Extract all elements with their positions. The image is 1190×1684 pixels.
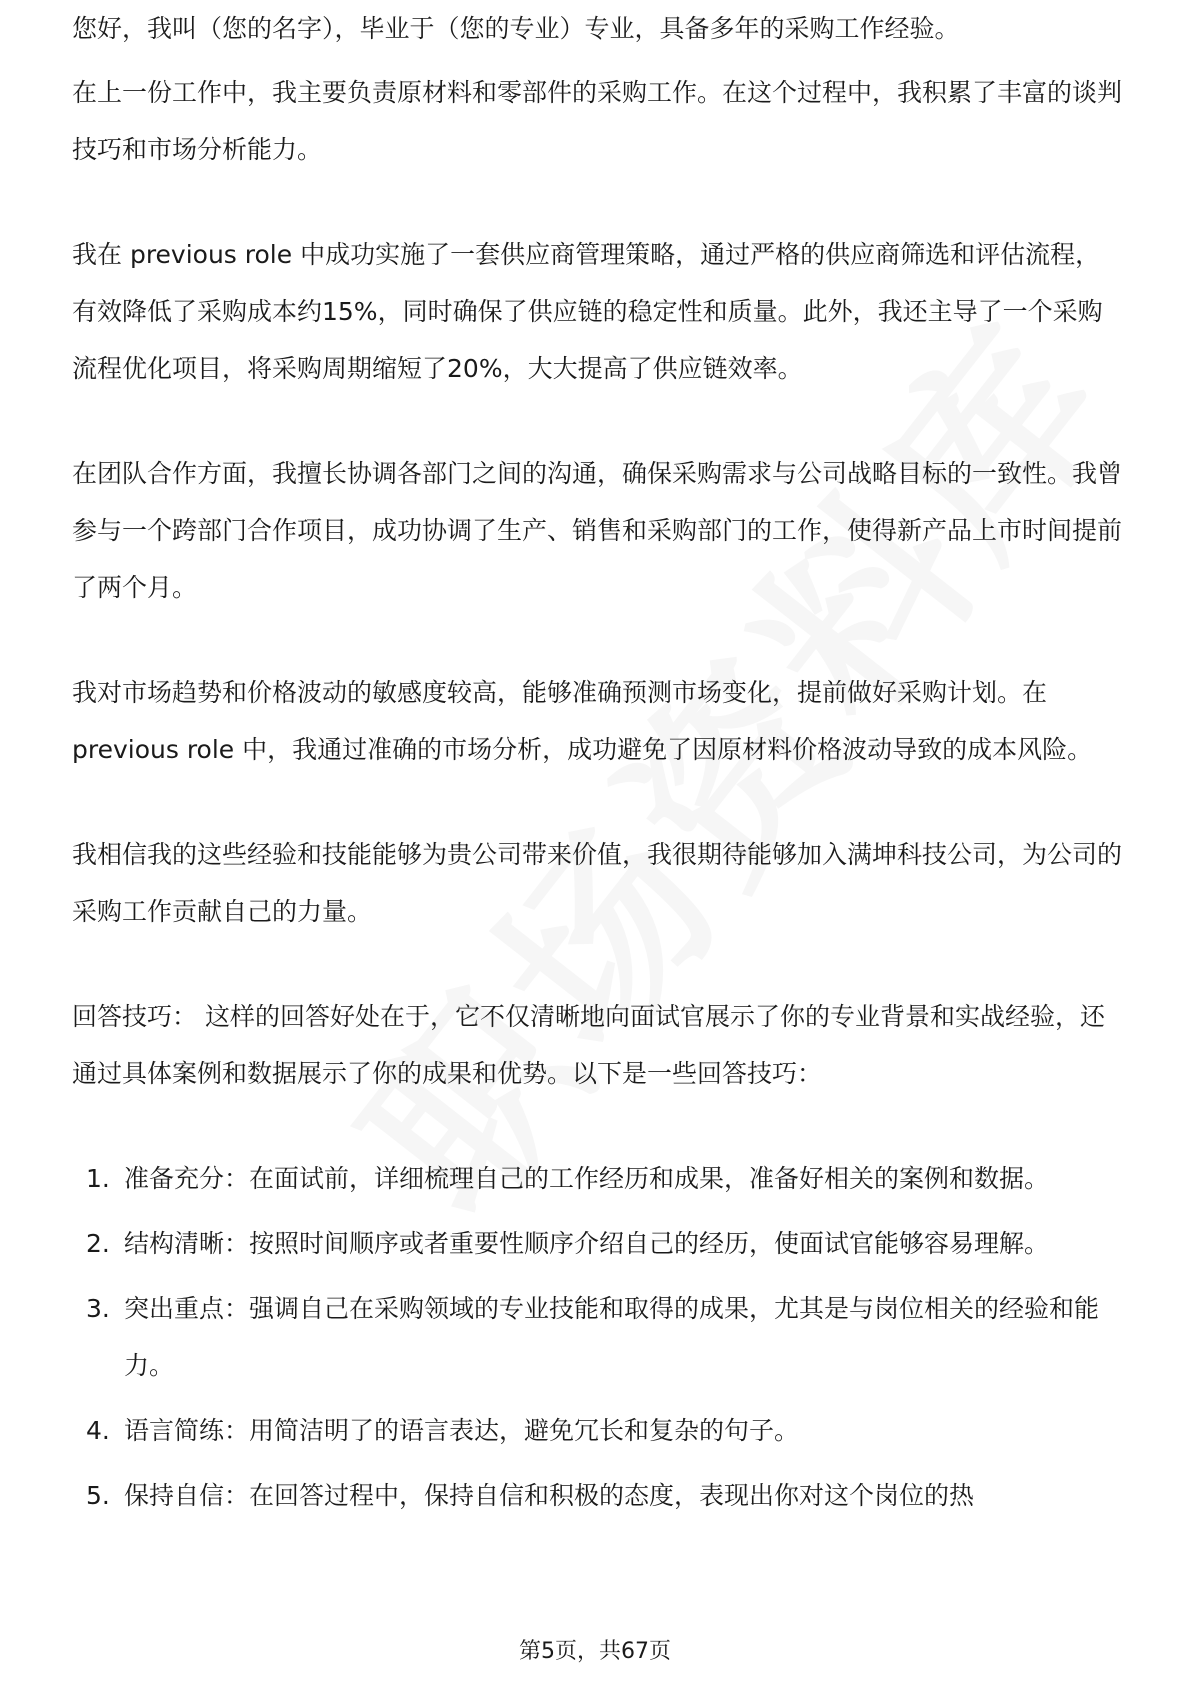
list-item [72,1280,1122,1394]
document-body [72,14,1122,1532]
cut-off-text: 您好，我叫（您的名字），毕业于（您的专业）专业，具备多年的采购工作经验。 [72,14,960,43]
list-item-text: 结构清晰：按照时间顺序或者重要性顺序介绍自己的经历，使面试官能够容易理解。 [124,1229,1050,1258]
list-number: 2. [86,1229,110,1258]
paragraph: 在团队合作方面，我擅长协调各部门之间的沟通，确保采购需求与公司战略目标的一致性。我曾参与一个跨部门合作项目，成功协调了生产、销售和采购部门的工作，使得新产品上市时间提前了两个月。 [72,459,1123,602]
answer-tips-intro: 回答技巧： 这样的回答好处在于，它不仅清晰地向面试官展示了你的专业背景和实战经验，还通过具体案例和数据展示了你的成果和优势。以下是一些回答技巧： [72,1002,1105,1088]
list-item [72,1150,1122,1207]
list-item-text: 突出重点：强调自己在采购领域的专业技能和取得的成果，尤其是与岗位相关的经验和能力。 [124,1294,1100,1380]
list-item-text: 准备充分：在面试前，详细梳理自己的工作经历和成果，准备好相关的案例和数据。 [124,1164,1050,1193]
paragraph: 在上一份工作中，我主要负责原材料和零部件的采购工作。在这个过程中，我积累了丰富的谈判技巧和市场分析能力。 [72,78,1123,164]
paragraph: 我相信我的这些经验和技能能够为贵公司带来价值，我很期待能够加入满坤科技公司，为公司的采购工作贡献自己的力量。 [72,840,1123,926]
list-number: 1. [86,1164,110,1193]
tips-list [72,1150,1122,1524]
list-item [72,1215,1122,1272]
list-number: 3. [86,1294,110,1323]
list-item-text: 保持自信：在回答过程中，保持自信和积极的态度，表现出你对这个岗位的热 [124,1481,975,1510]
list-item [72,1402,1122,1459]
paragraph: 我对市场趋势和价格波动的敏感度较高，能够准确预测市场变化，提前做好采购计划。在 previous role 中，我通过准确的市场分析，成功避免了因原材料价格波动导致的成本风险。 [72,678,1093,764]
list-number: 5. [86,1481,110,1510]
page-number: 第5页，共67页 [519,1639,671,1664]
list-item [72,1467,1122,1524]
cut-off-line [72,14,1122,64]
paragraph: 我在 previous role 中成功实施了一套供应商管理策略，通过严格的供应商筛选和评估流程，有效降低了采购成本约15%，同时确保了供应链的稳定性和质量。此外，我还主导了一个采购流程优化项目，将采购周期缩短了20%，大大提高了供应链效率。 [72,240,1103,383]
list-item-text: 语言简练：用简洁明了的语言表达，避免冗长和复杂的句子。 [124,1416,800,1445]
list-number: 4. [86,1416,110,1445]
